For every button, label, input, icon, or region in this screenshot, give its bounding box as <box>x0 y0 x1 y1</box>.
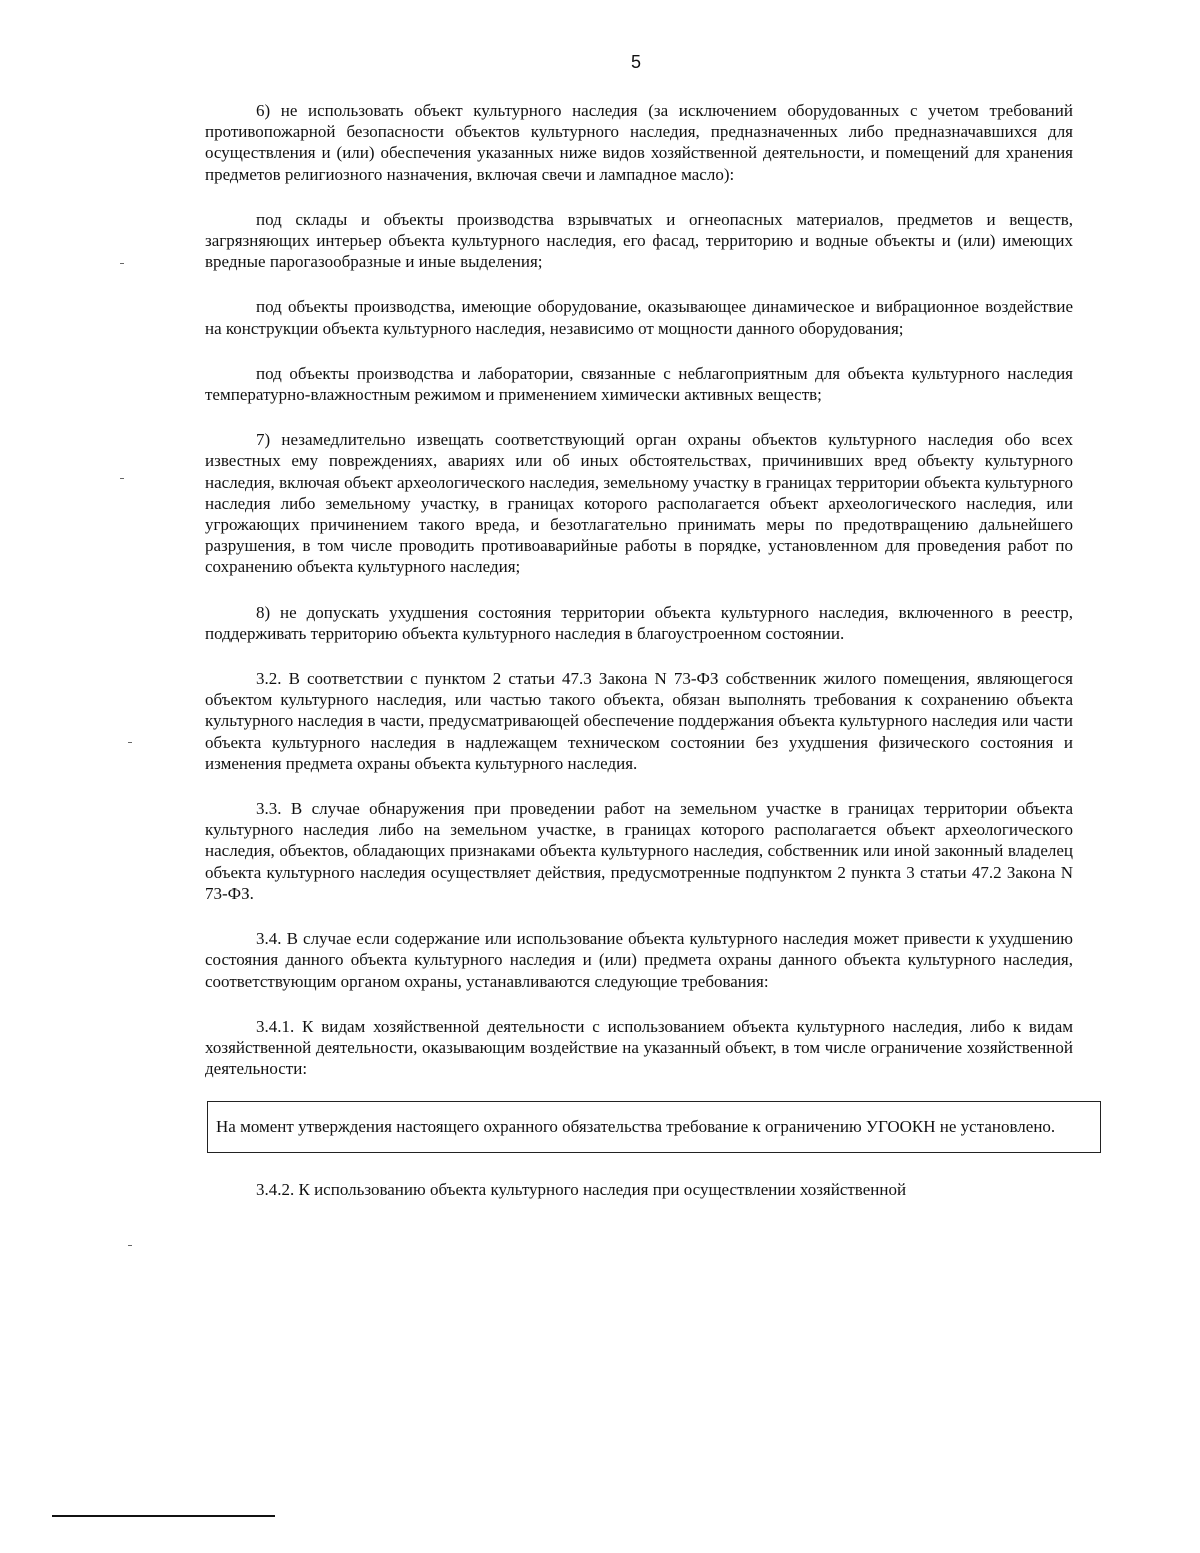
paragraph-3-4: 3.4. В случае если содержание или использование объекта культурного наследия может привести к ухудшению состояния данного объекта культурного наследия и (или) предмета охраны данного объекта культурного наследия, соответствующим органом охраны, устанавливаются следующие требования: <box>205 929 1073 991</box>
boxed-note: На момент утверждения настоящего охранного обязательства требование к ограничению УГООКН не установлено. <box>207 1101 1101 1152</box>
document-body <box>205 100 1073 1224</box>
paragraph-8: 8) не допускать ухудшения состояния территории объекта культурного наследия, включенного в реестр, поддерживать территорию объекта культурного наследия в благоустроенном состоянии. <box>205 602 1073 643</box>
scan-margin-mark <box>128 1245 132 1246</box>
paragraph-3-4-1: 3.4.1. К видам хозяйственной деятельности с использованием объекта культурного наследия, либо к видам хозяйственной деятельности, оказывающим воздействие на указанный объект, в том числе ограничение хозяйственной деятельности: <box>205 1016 1073 1079</box>
scan-margin-mark <box>128 742 132 743</box>
page-number: 5 <box>630 52 641 72</box>
paragraph-3-2: 3.2. В соответствии с пунктом 2 статьи 47.3 Закона N 73-ФЗ собственник жилого помещения, являющегося объектом культурного наследия, или частью такого объекта, обязан выполнять требования к сохранению объекта культурного наследия в части, предусматривающей обеспечение поддержания объекта культурного наследия или части объекта культурного наследия в надлежащем техническом состоянии без ухудшения физического состояния и изменения предмета охраны объекта культурного наследия. <box>205 669 1073 773</box>
paragraph-7: 7) незамедлительно извещать соответствующий орган охраны объектов культурного наследия обо всех известных ему повреждениях, авариях или об иных обстоятельствах, причинивших вред объекту культурного наследия, включая объект археологического наследия, земельному участку в границах территории объекта культурного наследия либо земельному участку, в границах которого располагается объект археологического наследия, или угрожающих причинением такого вреда, и безотлагательно принимать меры по предотвращению дальнейшего разрушения, в том числе проводить противоаварийные работы в порядке, установленном для проведения работ по сохранению объекта культурного наследия; <box>205 430 1073 577</box>
paragraph-3-4-2: 3.4.2. К использованию объекта культурного наследия при осуществлении хозяйственной <box>256 1179 907 1199</box>
paragraph-6: 6) не использовать объект культурного наследия (за исключением оборудованных с учетом требований противопожарной безопасности объектов культурного наследия, предназначенных либо предназначавшихся для осуществления и (или) обеспечения указанных ниже видов хозяйственной деятельности, и помещений для хранения предметов религиозного назначения, включая свечи и лампадное масло): <box>205 101 1073 184</box>
paragraph-production-equipment: под объекты производства, имеющие оборудование, оказывающее динамическое и вибрационное воздействие на конструкции объекта культурного наследия, независимо от мощности данного оборудования; <box>205 297 1073 338</box>
paragraph-3-3: 3.3. В случае обнаружения при проведении работ на земельном участке в границах территории объекта культурного наследия либо на земельном участке, в границах которого располагается объект археологического наследия, объектов, обладающих признаками объекта культурного наследия, собственник или иной законный владелец объекта культурного наследия осуществляет действия, предусмотренные подпунктом 2 пункта 3 статьи 47.2 Закона N 73-ФЗ. <box>205 799 1073 903</box>
scan-margin-mark <box>120 478 124 479</box>
paragraph-warehouses: под склады и объекты производства взрывчатых и огнеопасных материалов, предметов и веществ, загрязняющих интерьер объекта культурного наследия, его фасад, территорию и водные объекты и (или) имеющих вредные парогазообразные и иные выделения; <box>205 209 1073 272</box>
paragraph-laboratories: под объекты производства и лаборатории, связанные с неблагоприятным для объекта культурного наследия температурно-влажностным режимом и применением химически активных веществ; <box>205 363 1073 405</box>
scan-margin-mark <box>120 263 124 264</box>
footnote-separator-line <box>52 1515 275 1517</box>
